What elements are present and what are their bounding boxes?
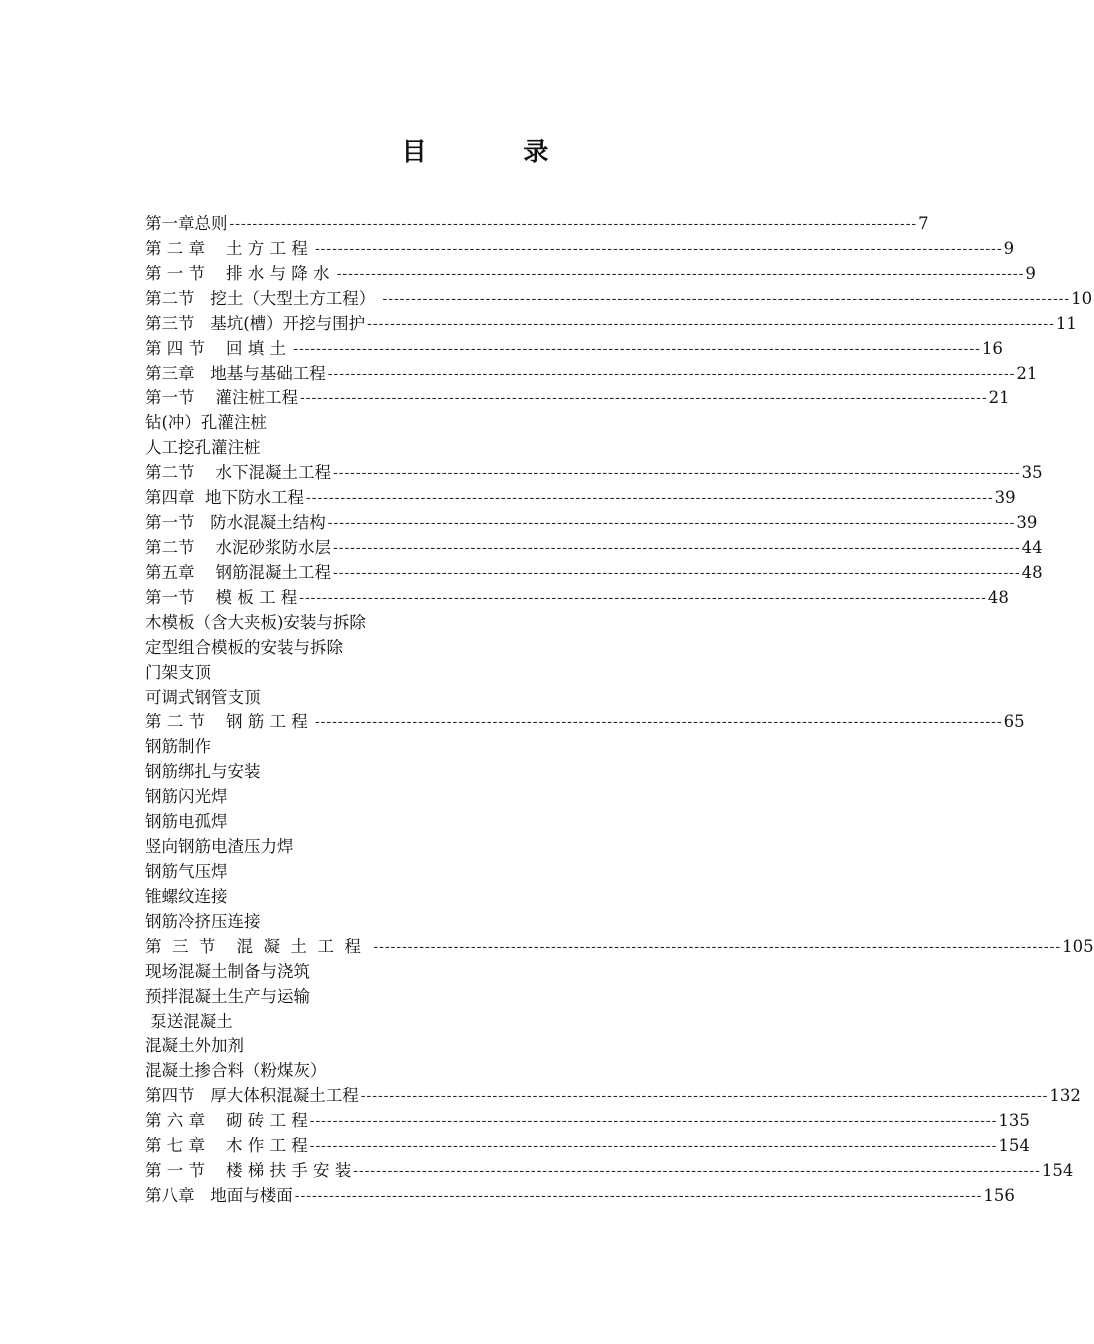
toc-page-number: 105 — [1062, 936, 1094, 956]
toc-subentry — [145, 1010, 807, 1035]
toc-page-number: 9 — [1003, 238, 1015, 258]
dot-leader: ------------------------------------------------------------------------------------------------------------------------ — [309, 1113, 998, 1130]
toc-entry — [145, 287, 1093, 312]
toc-entry-label: 门架支顶 — [145, 662, 211, 682]
toc-entry — [145, 536, 1043, 561]
toc-subentry — [145, 785, 807, 810]
toc-entry — [145, 1109, 1030, 1134]
dot-leader: ------------------------------------------------------------------------------------------------------------------------ — [299, 589, 987, 606]
dot-leader: ------------------------------------------------------------------------------------------------------------------------ — [336, 265, 1025, 282]
toc-subentry — [145, 735, 807, 760]
dot-leader: ------------------------------------------------------------------------------------------------------------------------ — [373, 938, 1062, 955]
table-of-contents — [145, 212, 1094, 1209]
toc-entry — [145, 1084, 1081, 1109]
toc-entry-label: 第 二 节 钢 筋 工 程 — [145, 712, 313, 732]
toc-page-number: 11 — [1055, 313, 1077, 333]
toc-entry — [145, 561, 1043, 586]
toc-subentry — [145, 985, 807, 1010]
toc-entry-label: 钢筋绑扎与安装 — [145, 762, 261, 782]
toc-page-number: 21 — [1016, 363, 1038, 383]
toc-page-number: 154 — [998, 1136, 1030, 1156]
toc-page-number: 35 — [1021, 463, 1043, 483]
toc-page-number: 65 — [1003, 712, 1025, 732]
toc-subentry — [145, 835, 807, 860]
toc-page-number: 154 — [1041, 1161, 1074, 1181]
toc-entry-label: 第一节 灌注桩工程 — [145, 388, 298, 408]
toc-subentry — [145, 636, 807, 661]
toc-entry — [145, 237, 1015, 262]
dot-leader: ------------------------------------------------------------------------------------------------------------------------ — [314, 240, 1003, 257]
toc-subentry — [145, 1059, 807, 1084]
toc-page-number: 16 — [981, 338, 1003, 358]
dot-leader: ------------------------------------------------------------------------------------------------------------------------ — [367, 315, 1055, 332]
toc-page-number: 48 — [987, 587, 1009, 607]
toc-page-number: 21 — [988, 388, 1010, 408]
toc-entry-label: 第 四 节 回 填 土 — [145, 338, 292, 358]
toc-entry-label: 人工挖孔灌注桩 — [145, 438, 261, 458]
toc-entry — [145, 212, 929, 237]
toc-entry-label: 第二节 水下混凝土工程 — [145, 463, 331, 483]
toc-entry-label: 第三章 地基与基础工程 — [145, 363, 326, 383]
toc-entry-label: 第五章 钢筋混凝土工程 — [145, 562, 331, 582]
toc-entry — [145, 586, 1009, 611]
toc-page-number: 135 — [998, 1111, 1030, 1131]
toc-entry-label: 木模板（含大夹板)安装与拆除 — [145, 612, 366, 632]
toc-entry-label: 第 一 节 楼 梯 扶 手 安 装 — [145, 1161, 352, 1181]
dot-leader: ------------------------------------------------------------------------------------------------------------------------ — [332, 539, 1021, 556]
dot-leader: ------------------------------------------------------------------------------------------------------------------------ — [327, 515, 1016, 532]
toc-entry — [145, 312, 1077, 337]
toc-entry — [145, 362, 1038, 387]
toc-subentry — [145, 661, 807, 686]
toc-entry — [145, 710, 1025, 735]
toc-entry-label: 竖向钢筋电渣压力焊 — [145, 837, 294, 857]
toc-entry-label: 钢筋制作 — [145, 737, 211, 757]
toc-subentry — [145, 910, 807, 935]
toc-entry-label: 第 七 章 木 作 工 程 — [145, 1136, 308, 1156]
toc-entry-label: 混凝土外加剂 — [145, 1036, 244, 1056]
toc-entry-label: 现场混凝土制备与浇筑 — [145, 961, 310, 981]
toc-entry-label: 第一节 防水混凝土结构 — [145, 513, 326, 533]
dot-leader: ------------------------------------------------------------------------------------------------------------------------ — [314, 714, 1003, 731]
toc-entry-label: 泵送混凝土 — [145, 1011, 233, 1031]
toc-page-number: 9 — [1025, 263, 1036, 283]
toc-entry-label: 定型组合模板的安装与拆除 — [145, 637, 343, 657]
toc-entry-label: 第二节 挖土（大型土方工程） — [145, 288, 381, 308]
toc-entry — [145, 1184, 1015, 1209]
toc-page-number: 132 — [1049, 1086, 1081, 1106]
toc-entry — [145, 511, 1038, 536]
toc-entry-label: 锥螺纹连接 — [145, 886, 228, 906]
toc-subentry — [145, 860, 807, 885]
toc-entry-label: 钢筋冷挤压连接 — [145, 911, 261, 931]
toc-subentry — [145, 960, 807, 985]
toc-entry-label: 第四章 地下防水工程 — [145, 488, 304, 508]
toc-page-number: 10 — [1071, 288, 1093, 308]
toc-page-number: 7 — [918, 214, 929, 233]
toc-entry-label: 第 一 节 排 水 与 降 水 — [145, 263, 335, 283]
dot-leader: ------------------------------------------------------------------------------------------------------------------------ — [309, 1138, 998, 1155]
toc-entry-label: 预拌混凝土生产与运输 — [145, 986, 310, 1006]
toc-entry — [145, 262, 1036, 287]
toc-entry-label: 第二节 水泥砂浆防水层 — [145, 537, 331, 557]
dot-leader: ------------------------------------------------------------------------------------------------------------------------ — [353, 1163, 1041, 1180]
dot-leader: ------------------------------------------------------------------------------------------------------------------------ — [299, 390, 988, 407]
dot-leader: ------------------------------------------------------------------------------------------------------------------------ — [327, 365, 1016, 382]
toc-entry-label: 钢筋闪光焊 — [145, 787, 228, 807]
toc-subentry — [145, 411, 807, 436]
toc-subentry — [145, 760, 807, 785]
toc-entry-label: 钢筋气压焊 — [145, 861, 228, 881]
toc-page-number: 156 — [983, 1185, 1015, 1205]
toc-page-number: 48 — [1021, 562, 1043, 582]
toc-entry — [145, 386, 1010, 411]
toc-subentry — [145, 885, 807, 910]
toc-subentry — [145, 611, 807, 636]
toc-entry — [145, 935, 1094, 960]
dot-leader: ------------------------------------------------------------------------------------------------------------------------ — [382, 290, 1071, 307]
dot-leader: ------------------------------------------------------------------------------------------------------------------------ — [306, 490, 994, 507]
dot-leader: ------------------------------------------------------------------------------------------------------------------------ — [360, 1088, 1049, 1105]
toc-entry-label: 第一章总则 — [145, 214, 228, 233]
toc-page-number: 39 — [1016, 513, 1038, 533]
toc-entry-label: 钻(冲）孔灌注桩 — [145, 413, 267, 433]
dot-leader: ------------------------------------------------------------------------------------------------------------------------ — [294, 1187, 983, 1204]
toc-page-number: 39 — [994, 488, 1016, 508]
toc-entry-label: 第八章 地面与楼面 — [145, 1185, 293, 1205]
toc-entry-label: 钢筋电孤焊 — [145, 812, 228, 832]
toc-entry — [145, 486, 1016, 511]
toc-subentry — [145, 436, 807, 461]
toc-entry-label: 第三节 基坑(槽）开挖与围护 — [145, 313, 366, 333]
toc-entry-label: 可调式钢管支顶 — [145, 687, 261, 707]
toc-entry — [145, 1134, 1030, 1159]
dot-leader: ------------------------------------------------------------------------------------------------------------------------ — [332, 564, 1021, 581]
page-title: 目 录 — [401, 137, 593, 166]
dot-leader: ------------------------------------------------------------------------------------------------------------------------ — [293, 340, 981, 357]
dot-leader: ------------------------------------------------------------------------------------------------------------------------ — [229, 216, 918, 232]
toc-page-number: 44 — [1021, 537, 1043, 557]
toc-entry-label: 混凝土掺合料（粉煤灰） — [145, 1061, 327, 1081]
toc-entry-label: 第四节 厚大体积混凝土工程 — [145, 1086, 359, 1106]
dot-leader: ------------------------------------------------------------------------------------------------------------------------ — [332, 465, 1021, 482]
toc-entry — [145, 461, 1043, 486]
toc-subentry — [145, 1034, 807, 1059]
toc-entry-label: 第 三 节 混 凝 土 工 程 — [145, 936, 372, 956]
toc-subentry — [145, 810, 807, 835]
toc-entry-label: 第一节 模 板 工 程 — [145, 587, 298, 607]
toc-subentry — [145, 686, 807, 711]
toc-entry-label: 第 二 章 土 方 工 程 — [145, 238, 313, 258]
toc-entry-label: 第 六 章 砌 砖 工 程 — [145, 1111, 308, 1131]
toc-entry — [145, 1159, 1074, 1184]
toc-entry — [145, 337, 1003, 362]
